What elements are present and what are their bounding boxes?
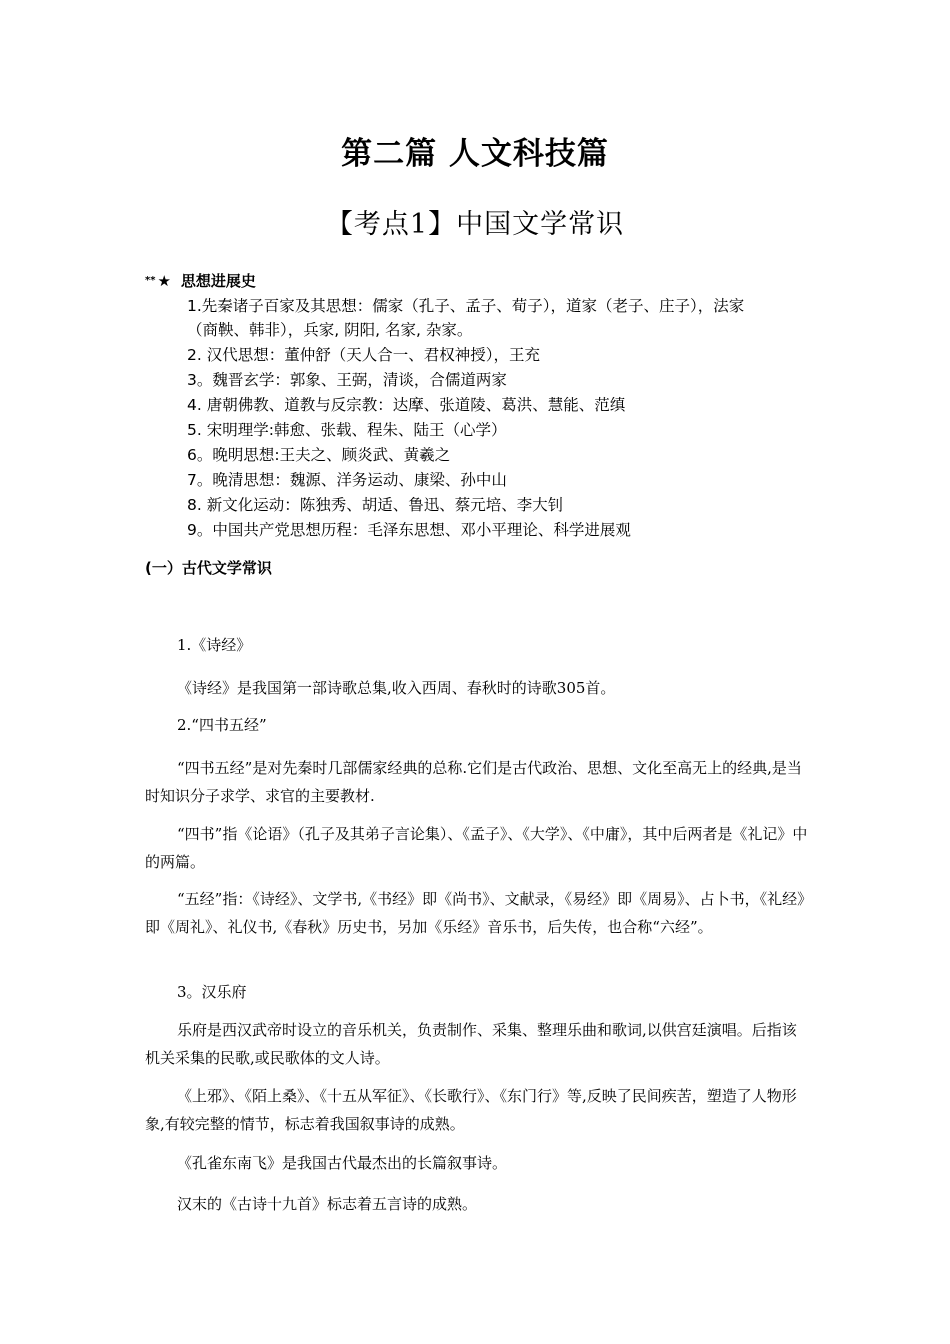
entry-para-sishuwujing: “四书五经”是对先秦时几部儒家经典的总称.它们是古代政治、思想、文化至高无上的经典,是当时知识分子求学、求官的主要教材. xyxy=(145,759,802,805)
thought-item-9: 9。中国共产党思想历程：毛泽东思想、邓小平理论、科学进展观 xyxy=(187,521,631,539)
star-icon: ★ xyxy=(157,272,171,290)
thought-item-3: 3。魏晋玄学：郭象、王弼，清谈，合儒道两家 xyxy=(187,371,507,389)
entry-para-gushi: 汉末的《古诗十九首》标志着五言诗的成熟。 xyxy=(177,1195,478,1213)
thought-item-8: 8. 新文化运动：陈独秀、胡适、鲁迅、蔡元培、李大钊 xyxy=(187,496,564,514)
section-heading-ancient-literature: (一）古代文学常识 xyxy=(145,559,272,577)
entry-heading-shijing: 1.《诗经》 xyxy=(177,636,252,654)
section-heading-thought xyxy=(145,270,256,291)
thought-item-4: 4. 唐朝佛教、道教与反宗教：达摩、张道陵、葛洪、慧能、范缜 xyxy=(187,396,626,414)
marks-text: ** xyxy=(145,275,156,286)
entry-para-sishu: “四书”指《论语》（孔子及其弟子言论集）、《孟子》、《大学》、《中庸》，其中后两者是《礼记》中的两篇。 xyxy=(145,825,808,871)
thought-item-2: 2. 汉代思想：董仲舒（天人合一、君权神授），王充 xyxy=(187,346,540,364)
page-title: 第二篇 人文科技篇 xyxy=(341,136,609,172)
entry-heading-yuefu: 3。汉乐府 xyxy=(177,983,247,1001)
entry-para-yuefu-works: 《上邪》、《陌上桑》、《十五从军征》、《长歌行》、《东门行》等,反映了民间疾苦，塑造了人物形象,有较完整的情节，标志着我国叙事诗的成熟。 xyxy=(145,1087,797,1133)
thought-item-6: 6。晚明思想:王夫之、顾炎武、黄羲之 xyxy=(187,446,451,464)
thought-item-1-cont: （商鞅、韩非），兵家, 阴阳, 名家, 杂家。 xyxy=(187,321,473,339)
thought-item-5: 5. 宋明理学:韩愈、张载、程朱、陆王（心学） xyxy=(187,421,507,439)
entry-heading-sishuwujing: 2.“四书五经” xyxy=(177,716,267,734)
thought-item-7: 7。晚清思想：魏源、洋务运动、康梁、孙中山 xyxy=(187,471,507,489)
page-subtitle: 【考点1】中国文学常识 xyxy=(325,209,625,240)
entry-para-wujing: “五经”指：《诗经》、文学书,《书经》即《尚书》、文献录，《易经》即《周易》、占卜书，《礼经》即《周礼》、礼仪书,《春秋》历史书，另加《乐经》音乐书，后失传，也合称“六经”。 xyxy=(145,890,805,936)
entry-para-shijing: 《诗经》是我国第一部诗歌总集,收入西周、春秋时的诗歌305首。 xyxy=(177,679,616,697)
entry-para-yuefu: 乐府是西汉武帝时设立的音乐机关，负责制作、采集、整理乐曲和歌词,以供宫廷演唱。后指该机关采集的民歌,或民歌体的文人诗。 xyxy=(145,1021,797,1067)
section-heading-label: 思想进展史 xyxy=(180,272,256,290)
entry-para-kongque: 《孔雀东南飞》是我国古代最杰出的长篇叙事诗。 xyxy=(177,1154,508,1172)
thought-item-1: 1.先秦诸子百家及其思想：儒家（孔子、孟子、荀子），道家（老子、庄子），法家 xyxy=(187,297,745,315)
